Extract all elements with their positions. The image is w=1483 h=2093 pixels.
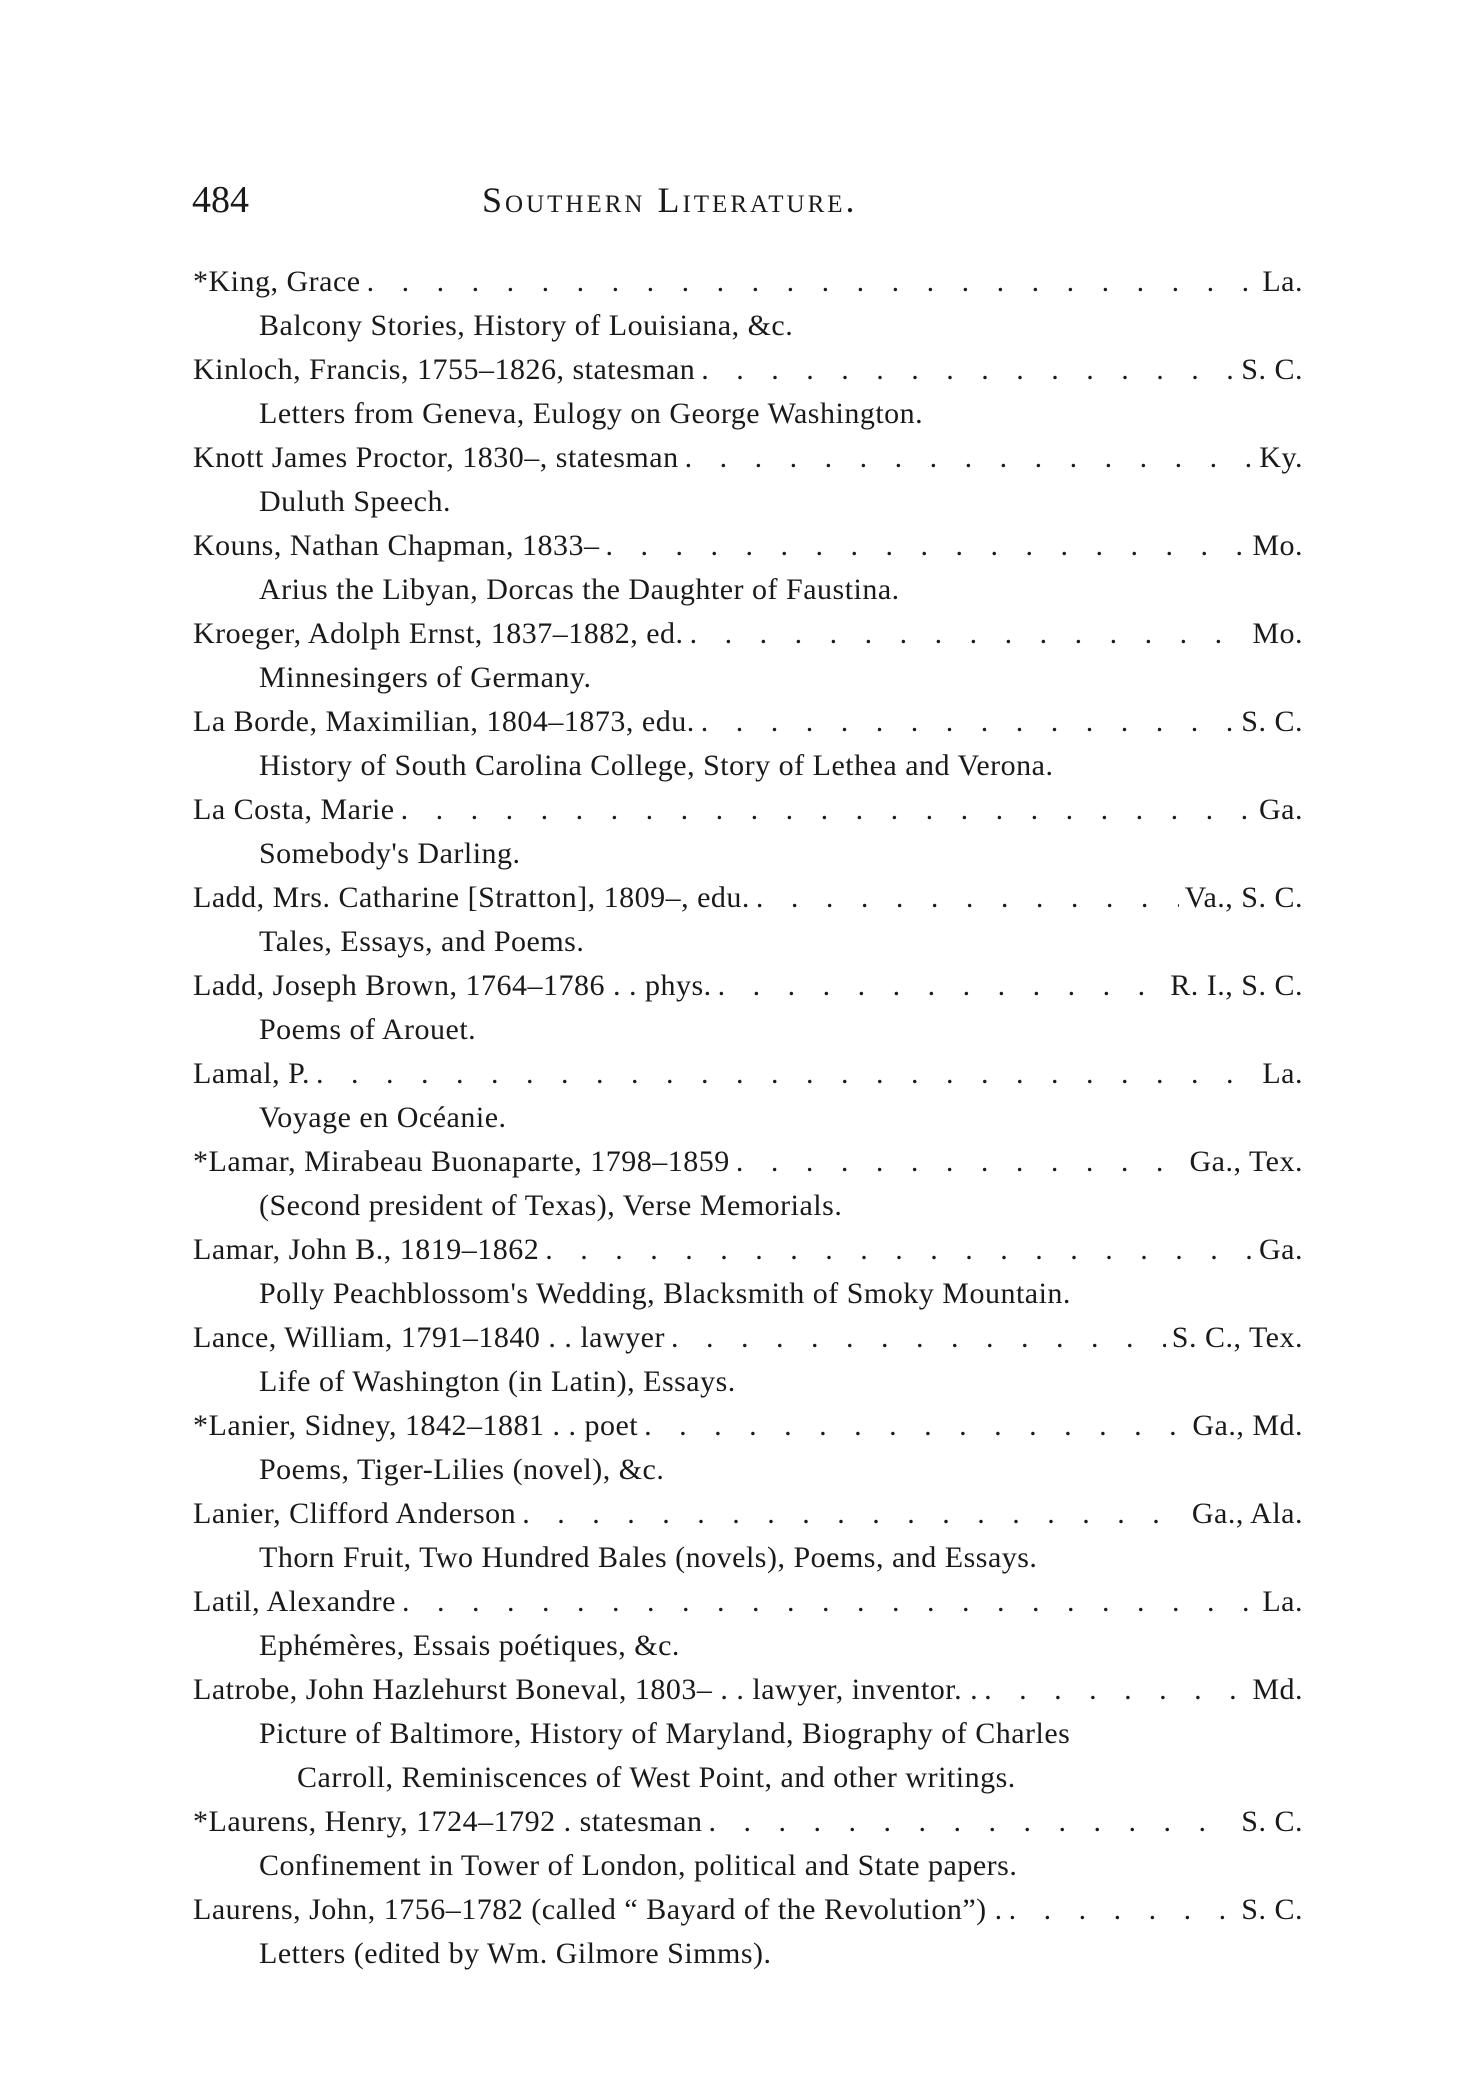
author-entry [193,1140,1303,1228]
dot-leader [701,700,1236,744]
author-works: Poems of Arouet. [259,1013,477,1046]
author-works: Tales, Essays, and Poems. [259,925,585,958]
entry-heading [193,876,1303,920]
author-entry [193,1800,1303,1888]
author-entry [193,1404,1303,1492]
author-name: La Costa, Marie [193,793,395,826]
dot-leader [401,788,1253,832]
author-name: Ladd, Joseph Brown, 1764–1786 . . phys. [193,969,712,1002]
author-region: S. C. [1241,705,1303,738]
author-entry [193,524,1303,612]
author-works: Arius the Libyan, Dorcas the Daughter of Faustina. [259,573,900,606]
author-works: Picture of Baltimore, History of Maryland, Biography of Charles [259,1717,1071,1750]
entry-heading [193,524,1303,568]
entry-heading [193,436,1303,480]
author-works: Letters from Geneva, Eulogy on George Washington. [259,397,924,430]
entry-heading [193,788,1303,832]
dot-leader [402,1580,1256,1624]
author-entry [193,1052,1303,1140]
dot-leader [690,612,1247,656]
author-name: *Lanier, Sidney, 1842–1881 . . poet [193,1409,639,1442]
author-name: Kinloch, Francis, 1755–1826, statesman [193,353,696,386]
entry-heading [193,348,1303,392]
author-works: History of South Carolina College, Story of Lethea and Verona. [259,749,1054,782]
author-region: Ga., Tex. [1189,1145,1303,1178]
author-works: Minnesingers of Germany. [259,661,592,694]
author-region: S. C. [1241,353,1303,386]
author-entry [193,436,1303,524]
author-region: S. C. [1241,1805,1303,1838]
author-name: Knott James Proctor, 1830–, statesman [193,441,679,474]
dot-leader [756,876,1179,920]
author-name: *Lamar, Mirabeau Buonaparte, 1798–1859 [193,1145,730,1178]
author-works: Ephémères, Essais poétiques, &c. [259,1629,680,1662]
author-region: La. [1262,1057,1303,1090]
author-name: Lamar, John B., 1819–1862 [193,1233,540,1266]
author-name: Lanier, Clifford Anderson [193,1497,517,1530]
author-works: Life of Washington (in Latin), Essays. [259,1365,736,1398]
entry-heading [193,1316,1303,1360]
dot-leader [701,348,1235,392]
author-entry [193,612,1303,700]
dot-leader [671,1316,1166,1360]
dot-leader [1009,1888,1236,1932]
author-region: La. [1262,265,1303,298]
author-entries [193,260,1303,1976]
author-entry [193,1316,1303,1404]
author-region: S. C. [1241,1893,1303,1926]
author-works: Voyage en Océanie. [259,1101,507,1134]
author-region: S. C., Tex. [1171,1321,1303,1354]
author-entry [193,1492,1303,1580]
page-header [192,170,1302,230]
author-name: Laurens, John, 1756–1782 (called “ Bayard of the Revolution”) . [193,1893,1003,1926]
author-entry [193,876,1303,964]
author-name: Ladd, Mrs. Catharine [Stratton], 1809–, edu. [193,881,750,914]
dot-leader [984,1668,1246,1712]
entry-heading [193,612,1303,656]
author-entry [193,348,1303,436]
author-works: Balcony Stories, History of Louisiana, &c. [259,309,794,342]
author-name: Latrobe, John Hazlehurst Boneval, 1803– . . lawyer, inventor. . [193,1673,979,1706]
entry-heading [193,1668,1303,1712]
author-name: Latil, Alexandre [193,1585,396,1618]
author-entry [193,1580,1303,1668]
dot-leader [545,1228,1253,1272]
author-region: Md. [1252,1673,1303,1706]
author-region: Ga., Md. [1192,1409,1303,1442]
author-region: R. I., S. C. [1170,969,1303,1002]
entry-heading [193,260,1303,304]
author-works: Letters (edited by Wm. Gilmore Simms). [259,1937,772,1970]
author-region: Ga. [1259,793,1303,826]
author-region: Mo. [1252,529,1303,562]
dot-leader [736,1140,1184,1184]
author-works: (Second president of Texas), Verse Memorials. [259,1189,843,1222]
entry-heading [193,1140,1303,1184]
author-entry [193,700,1303,788]
author-works: Somebody's Darling. [259,837,521,870]
author-region: Ga., Ala. [1191,1497,1303,1530]
entry-heading [193,700,1303,744]
entry-heading [193,964,1303,1008]
author-works: Confinement in Tower of London, political and State papers. [259,1849,1018,1882]
running-head: Southern Literature. [482,180,858,220]
entry-heading [193,1580,1303,1624]
entry-heading [193,1404,1303,1448]
author-region: Va., S. C. [1184,881,1303,914]
author-entry [193,788,1303,876]
author-entry [193,1888,1303,1976]
dot-leader [685,436,1254,480]
page-number: 484 [192,179,249,221]
entry-heading [193,1052,1303,1096]
author-name: Kouns, Nathan Chapman, 1833– [193,529,600,562]
author-works: Duluth Speech. [259,485,451,518]
author-works: Polly Peachblossom's Wedding, Blacksmith of Smoky Mountain. [259,1277,1071,1310]
author-works-continued: Carroll, Reminiscences of West Point, and other writings. [297,1761,1016,1794]
author-name: Kroeger, Adolph Ernst, 1837–1882, ed. [193,617,684,650]
dot-leader [708,1800,1235,1844]
author-region: Mo. [1252,617,1303,650]
entry-heading [193,1228,1303,1272]
author-name: La Borde, Maximilian, 1804–1873, edu. [193,705,695,738]
author-name: *King, Grace [193,265,361,298]
dot-leader [644,1404,1186,1448]
author-works: Thorn Fruit, Two Hundred Bales (novels), Poems, and Essays. [259,1541,1038,1574]
dot-leader [522,1492,1186,1536]
author-works: Poems, Tiger-Lilies (novel), &c. [259,1453,665,1486]
entry-heading [193,1800,1303,1844]
dot-leader [316,1052,1256,1096]
author-entry [193,1668,1303,1800]
author-region: La. [1262,1585,1303,1618]
author-region: Ga. [1259,1233,1303,1266]
dot-leader [718,964,1165,1008]
entry-heading [193,1888,1303,1932]
author-name: *Laurens, Henry, 1724–1792 . statesman [193,1805,703,1838]
dot-leader [605,524,1246,568]
author-name: Lance, William, 1791–1840 . . lawyer [193,1321,665,1354]
author-entry [193,964,1303,1052]
author-entry [193,1228,1303,1316]
author-name: Lamal, P. [193,1057,310,1090]
dot-leader [367,260,1257,304]
author-entry [193,260,1303,348]
author-region: Ky. [1259,441,1303,474]
entry-heading [193,1492,1303,1536]
